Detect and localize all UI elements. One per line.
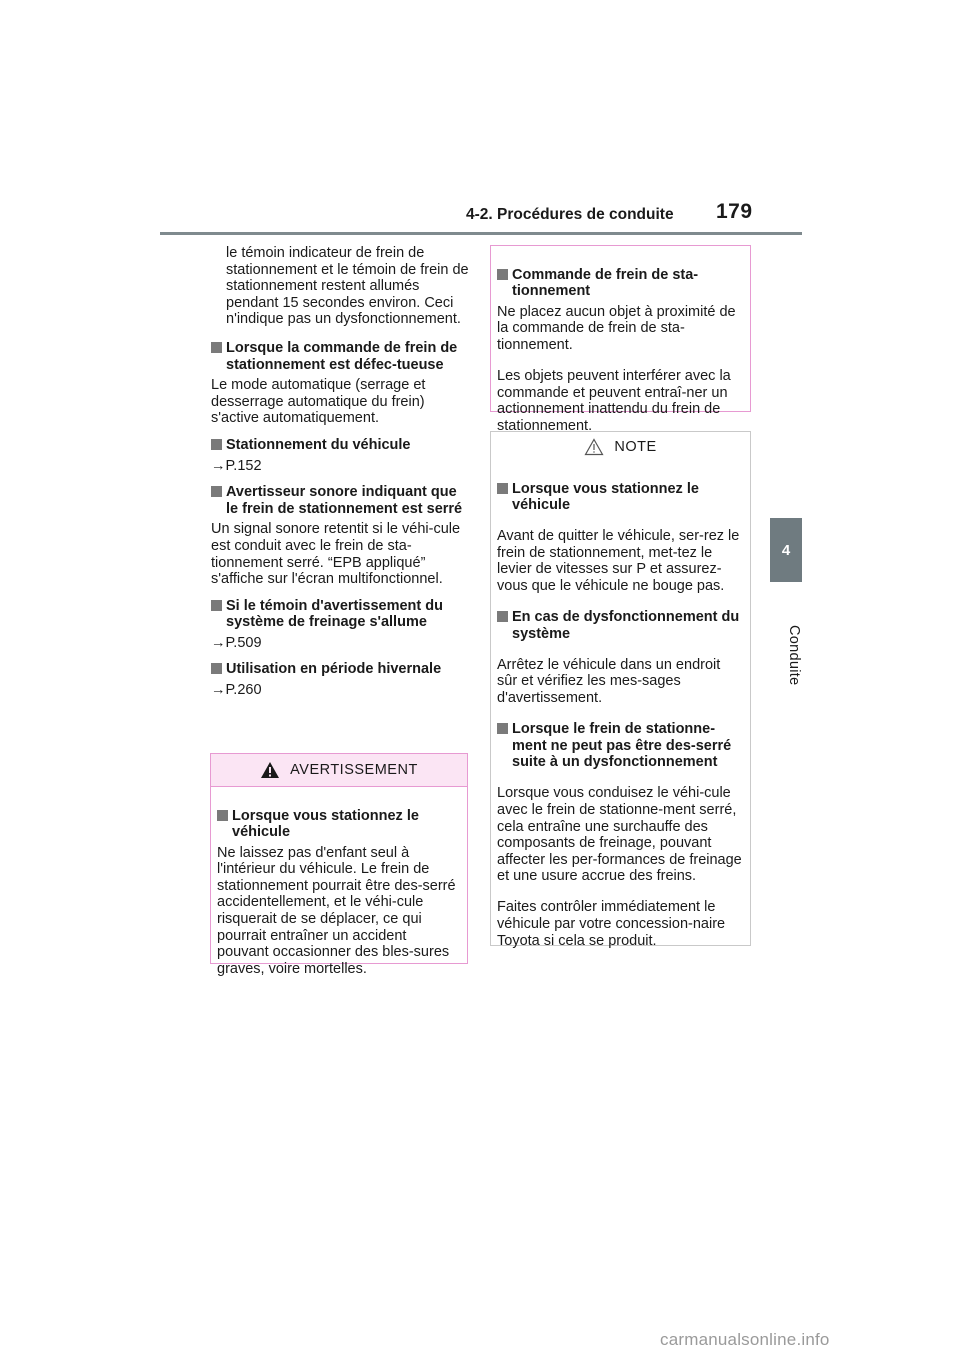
command-heading xyxy=(497,267,744,300)
header-rule xyxy=(160,232,802,235)
command-text-2: Les objets peuvent interférer avec la commande et peuvent entraî-ner un actionnement inattendu du frein de stationnement. xyxy=(497,367,731,434)
note-body xyxy=(491,462,750,949)
section-heading xyxy=(211,661,469,678)
watermark: carmanualsonline.info xyxy=(660,1330,830,1349)
left-column xyxy=(211,245,469,709)
square-bullet-icon xyxy=(497,269,508,280)
section-heading xyxy=(211,437,469,454)
section-title: 4-2. Procédures de conduite xyxy=(466,206,674,223)
page-reference-link[interactable]: →P.509 xyxy=(211,634,262,651)
square-bullet-icon xyxy=(211,663,222,674)
section-body: Le mode automatique (serrage et desserrage automatique du frein) s'active automatiquement. xyxy=(211,377,426,427)
note-text: Faites contrôler immédiatement le véhicule par votre concession-naire Toyota si cela se produit. xyxy=(497,899,726,949)
warning-box xyxy=(210,753,468,977)
warning-text: Ne laissez pas d'enfant seul à l'intérieur du véhicule. Le frein de stationnement pourrait être des-serré accidentellement, et le véhi-cule risquerait de se déplacer, ce qui pourrait entraîner un accident pouvant occasionner des bles-sures graves, voire mortelles. xyxy=(217,844,456,977)
heading-text: Avertisseur sonore indiquant que le frein de stationnement est serré xyxy=(226,484,463,517)
note-text: Arrêtez le véhicule dans un endroit sûr et vérifiez les mes-sages d'avertissement. xyxy=(497,656,721,706)
heading-text: Lorsque la commande de frein de stationnement est défec-tueuse xyxy=(226,339,458,373)
note-heading xyxy=(497,481,744,514)
square-bullet-icon xyxy=(211,486,222,497)
heading-text: En cas de dysfonctionnement du système xyxy=(512,609,740,642)
section-heading xyxy=(211,340,469,373)
note-text: Avant de quitter le véhicule, ser-rez le frein de stationnement, met-tez le levier de vitesses sur P et assurez-vous que le véhicule ne bouge pas. xyxy=(497,528,740,594)
warning-header xyxy=(211,754,467,787)
chapter-tab: 4 xyxy=(770,518,802,582)
note-header xyxy=(491,432,750,462)
warning-body xyxy=(211,787,467,977)
command-text-1: Ne placez aucun objet à proximité de la commande de frein de sta-tionnement. xyxy=(497,303,736,353)
page-reference-link[interactable]: →P.152 xyxy=(211,457,262,474)
page-number: 179 xyxy=(716,200,753,223)
square-bullet-icon xyxy=(497,483,508,494)
square-bullet-icon xyxy=(211,439,222,450)
warning-title: AVERTISSEMENT xyxy=(290,762,418,778)
square-bullet-icon xyxy=(211,342,222,353)
note-heading xyxy=(497,721,744,771)
heading-text: Stationnement du véhicule xyxy=(226,436,411,453)
heading-text: Lorsque vous stationnez le véhicule xyxy=(512,480,699,514)
warning-triangle-icon xyxy=(260,761,280,779)
square-bullet-icon xyxy=(217,810,228,821)
chapter-label: Conduite xyxy=(786,624,802,686)
square-bullet-icon xyxy=(497,611,508,622)
square-bullet-icon xyxy=(211,600,222,611)
square-bullet-icon xyxy=(497,723,508,734)
page-reference-link[interactable]: →P.260 xyxy=(211,682,262,699)
section-body: Un signal sonore retentit si le véhi-cule est conduit avec le frein de sta-tionnement serré. “EPB appliqué” s'affiche sur l'écran multifonctionnel. xyxy=(211,521,461,588)
heading-text: Lorsque vous stationnez le véhicule xyxy=(232,807,419,841)
heading-text: Si le témoin d'avertissement du système de freinage s'allume xyxy=(226,597,443,631)
note-box xyxy=(490,431,751,949)
warning-heading xyxy=(217,808,461,841)
section-heading xyxy=(211,484,469,517)
heading-text: Utilisation en période hivernale xyxy=(226,661,442,678)
section-heading xyxy=(211,598,469,631)
caution-triangle-icon xyxy=(584,438,604,456)
note-title: NOTE xyxy=(614,438,657,455)
command-box xyxy=(490,245,751,434)
heading-text: Commande de frein de sta-tionnement xyxy=(512,266,699,300)
note-text: Lorsque vous conduisez le véhi-cule avec le frein de stationne-ment serré, cela entraîne une surchauffe des composants de freinage, pouvant affecter les per-formances de freinage et une usure accrue des freins. xyxy=(497,785,742,885)
heading-text: Lorsque le frein de stationne-ment ne peut pas être des-serré suite à un dysfonctionnement xyxy=(512,721,732,771)
note-heading xyxy=(497,609,744,642)
intro-text: le témoin indicateur de frein de stationnement et le témoin de frein de stationnement restent allumés pendant 15 secondes environ. Ceci n'indique pas un dysfonctionnement. xyxy=(226,245,469,328)
